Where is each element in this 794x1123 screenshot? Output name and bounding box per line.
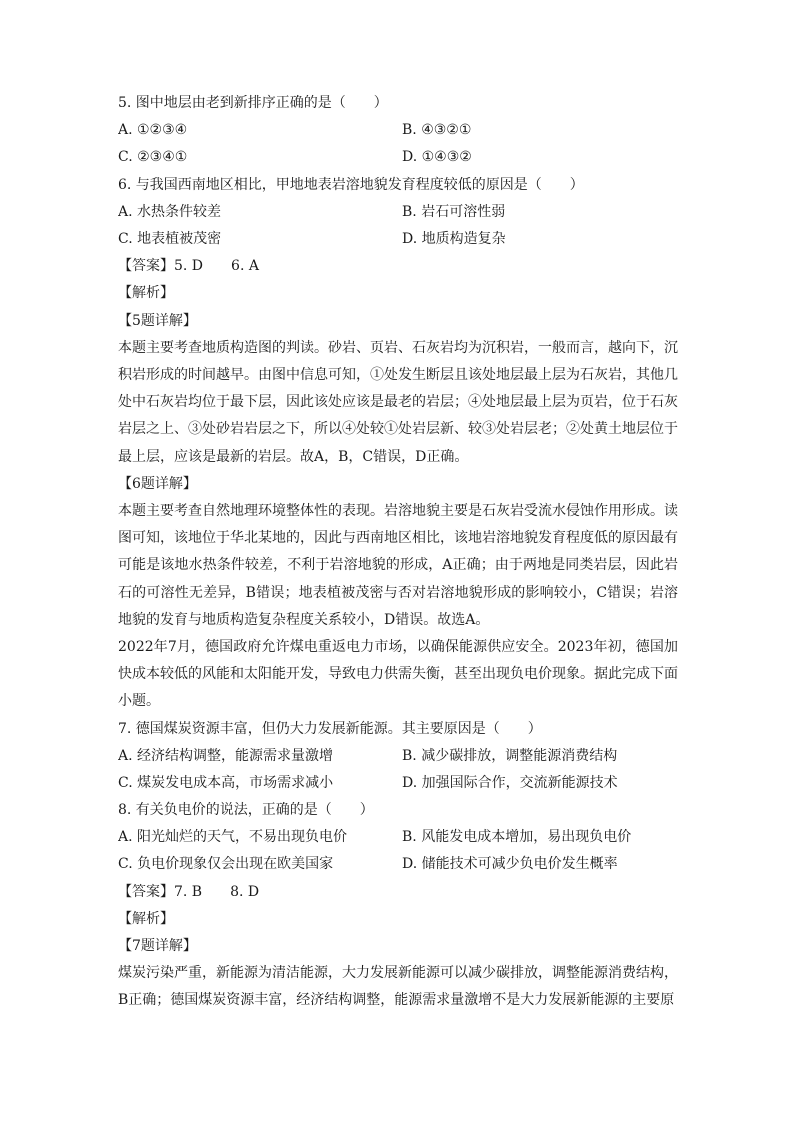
q6-option-c: C. 地表植被茂密 bbox=[118, 230, 222, 247]
q6-option-d: D. 地质构造复杂 bbox=[402, 230, 506, 247]
q5-options-row-2 bbox=[118, 144, 678, 171]
q8-option-d: D. 储能技术可减少负电价发生概率 bbox=[402, 856, 618, 873]
answer-5-6: 【答案】5. D 6. A bbox=[118, 258, 259, 275]
detail-6-body: 本题主要考查自然地理环境整体性的表现。岩溶地貌主要是石灰岩受流水侵蚀作用形成。读图可知，该地位于华北某地的，因此与西南地区相比，该地岩溶地貌发育程度低的原因最有可能是该地水热条件较差，不利于岩溶地貌的形成，A正确；由于两地是同类岩层，因此岩石的可溶性无差异，B错误；地表植被茂密与否对岩溶地貌形成的影响较小，C错误；岩溶地貌的发育与地质构造复杂程度关系较小，D错误。故选A。 bbox=[118, 502, 678, 628]
analysis-heading-1: 【解析】 bbox=[118, 285, 174, 302]
q6-options-row-1 bbox=[118, 199, 678, 226]
material-text: 2022年7月，德国政府允许煤电重返电力市场，以确保能源供应安全。2023年初，德国加快成本较低的风能和太阳能开发，导致电力供需失衡，甚至出现负电价现象。据此完成下面小题。 bbox=[118, 638, 678, 710]
q5-option-a: A. ①②③④ bbox=[118, 122, 188, 139]
q7-stem: 7. 德国煤炭资源丰富，但仍大力发展新能源。其主要原因是（ ） bbox=[118, 720, 542, 737]
q8-stem: 8. 有关负电价的说法，正确的是（ ） bbox=[118, 802, 374, 819]
q7-option-d: D. 加强国际合作，交流新能源技术 bbox=[402, 774, 618, 791]
answer-7-8: 【答案】7. B 8. D bbox=[118, 883, 260, 900]
q8-options-row-1 bbox=[118, 824, 678, 851]
q8-option-c: C. 负电价现象仅会出现在欧美国家 bbox=[118, 856, 334, 873]
q5-stem: 5. 图中地层由老到新排序正确的是（ ） bbox=[118, 95, 388, 111]
detail-6-heading: 【6题详解】 bbox=[118, 475, 197, 492]
q8-option-b: B. 风能发电成本增加，易出现负电价 bbox=[402, 829, 632, 846]
q7-options-row-1 bbox=[118, 743, 678, 770]
q5-option-b: B. ④③②① bbox=[402, 122, 472, 139]
q5-options-row-1 bbox=[118, 117, 678, 144]
detail-5-body: 本题主要考查地质构造图的判读。砂岩、页岩、石灰岩均为沉积岩，一般而言，越向下，沉积岩形成的时间越早。由图中信息可知，①处发生断层且该处地层最上层为石灰岩，其他几处中石灰岩均位于最下层，因此该处应该是最老的岩层；④处地层最上层为页岩，位于石灰岩层之上、③处砂岩岩层之下，所以④处较①处岩层新、较③处岩层老；②处黄土地层位于最上层，应该是最新的岩层。故A，B，C错误，D正确。 bbox=[118, 339, 678, 465]
exam-page bbox=[118, 90, 678, 1015]
q7-option-b: B. 减少碳排放，调整能源消费结构 bbox=[402, 747, 618, 764]
q8-options-row-2 bbox=[118, 851, 678, 878]
q8-option-a: A. 阳光灿烂的天气，不易出现负电价 bbox=[118, 829, 348, 846]
q7-options-row-2 bbox=[118, 770, 678, 797]
q5-option-d: D. ①④③② bbox=[402, 149, 472, 166]
q6-stem: 6. 与我国西南地区相比，甲地地表岩溶地貌发育程度较低的原因是（ ） bbox=[118, 176, 584, 193]
q7-option-a: A. 经济结构调整，能源需求量激增 bbox=[118, 747, 334, 764]
q7-option-c: C. 煤炭发电成本高，市场需求减小 bbox=[118, 774, 334, 791]
q6-option-a: A. 水热条件较差 bbox=[118, 203, 222, 220]
q5-option-c: C. ②③④① bbox=[118, 149, 188, 166]
q6-option-b: B. 岩石可溶性弱 bbox=[402, 203, 506, 220]
detail-5-heading: 【5题详解】 bbox=[118, 312, 197, 329]
analysis-heading-2: 【解析】 bbox=[118, 910, 174, 927]
detail-7-body: 煤炭污染严重，新能源为清洁能源，大力发展新能源可以减少碳排放，调整能源消费结构，B正确；德国煤炭资源丰富，经济结构调整，能源需求量激增不是大力发展新能源的主要原 bbox=[118, 965, 678, 1009]
detail-7-heading: 【7题详解】 bbox=[118, 938, 197, 955]
q6-options-row-2 bbox=[118, 226, 678, 253]
